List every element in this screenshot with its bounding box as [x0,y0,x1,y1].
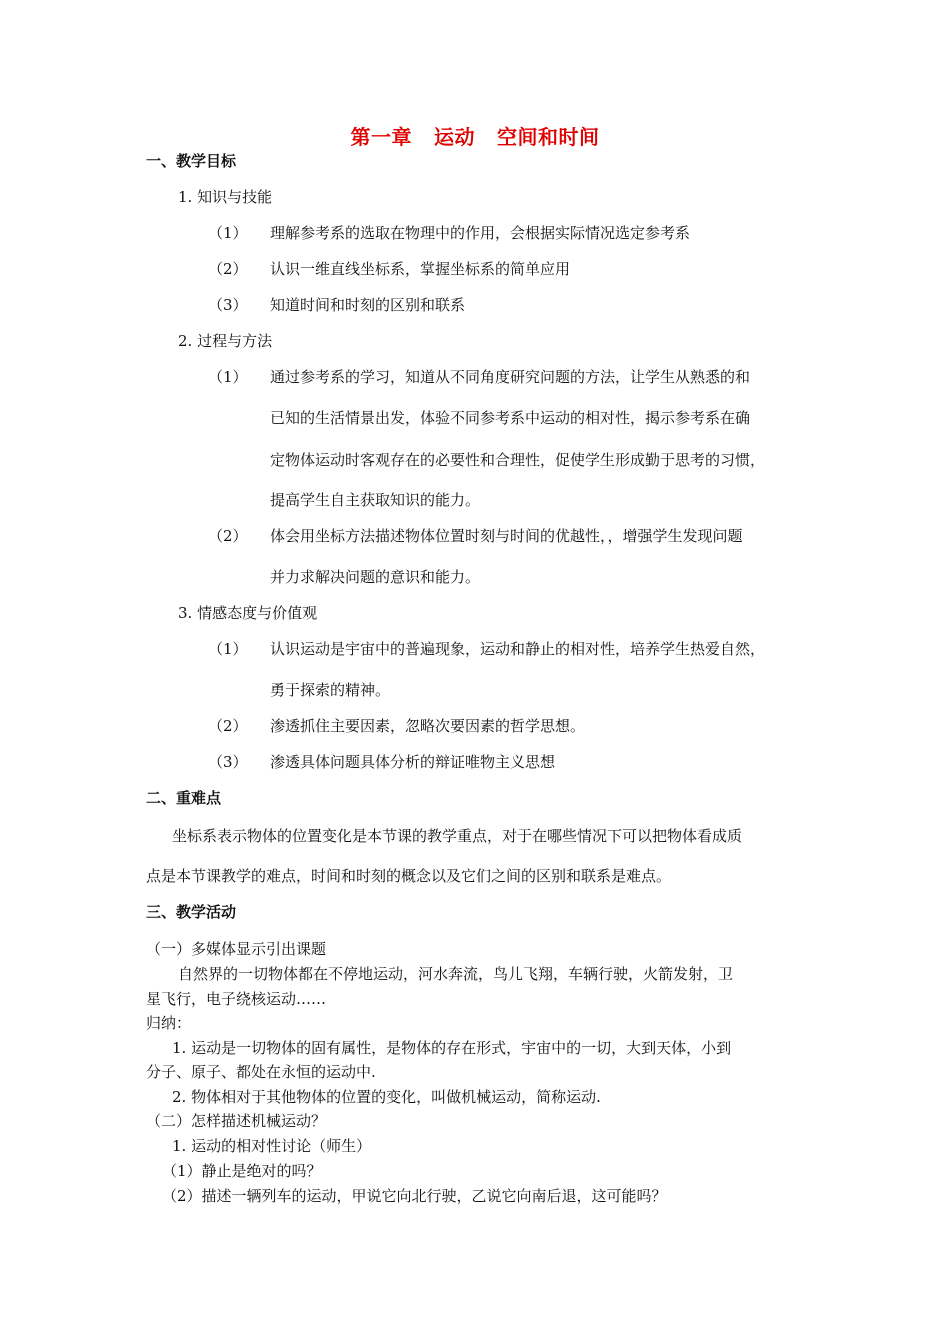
list-item [208,639,765,659]
paragraph-line: 点是本节课教学的难点，时间和时刻的概念以及它们之间的区别和联系是难点。 [146,867,672,885]
list-item [208,259,570,279]
subheading-process-methods: 2. 过程与方法 [178,332,273,350]
list-item [208,223,690,243]
item-text-line: 体会用坐标方法描述物体位置时刻与时间的优越性，，增强学生发现问题 [270,527,743,545]
paragraph-line: 坐标系表示物体的位置变化是本节课的教学重点，对于在哪些情况下可以把物体看成质 [172,827,743,845]
chapter-title [0,124,950,150]
item-text: 渗透具体问题具体分析的辩证唯物主义思想 [270,753,556,771]
activity-heading-describe-motion: （二）怎样描述机械运动？ [146,1112,327,1130]
section-heading-objectives: 一、教学目标 [146,152,237,170]
item-text: 认识一维直线坐标系，掌握坐标系的简单应用 [270,260,571,278]
item-number: （1） [208,368,248,386]
item-text-line: 并力求解决问题的意识和能力。 [270,568,481,586]
paragraph-line: 自然界的一切物体都在不停地运动，河水奔流，鸟儿飞翔，车辆行驶，火箭发射，卫 [178,965,734,983]
list-item [208,526,743,546]
paragraph-line: （1）静止是绝对的吗？ [162,1162,322,1180]
chapter-number: 第一章 [350,125,412,149]
item-number: （2） [208,717,248,735]
subheading-attitudes-values: 3. 情感态度与价值观 [178,604,318,622]
item-text-line: 通过参考系的学习，知道从不同角度研究问题的方法，让学生从熟悉的和 [270,368,751,386]
paragraph-line: 星飞行，电子绕核运动…… [146,990,327,1008]
summary-point-line: 分子、原子、都处在永恒的运动中. [146,1063,376,1081]
item-number: （3） [208,296,248,314]
list-item [208,367,750,387]
item-text-line: 提高学生自主获取知识的能力。 [270,491,481,509]
summary-label: 归纳： [146,1014,192,1032]
subheading-knowledge-skills: 1. 知识与技能 [178,188,273,206]
item-number: （2） [208,527,248,545]
item-text-line: 定物体运动时客观存在的必要性和合理性，促使学生形成勤于思考的习惯， [270,451,766,469]
item-text-line: 认识运动是宇宙中的普遍现象，运动和静止的相对性，培养学生热爱自然， [270,640,766,658]
list-item [208,716,585,736]
list-item [208,752,555,772]
summary-point-line: 2. 物体相对于其他物体的位置的变化，叫做机械运动，简称运动. [172,1088,601,1106]
item-number: （3） [208,753,248,771]
section-heading-activities: 三、教学活动 [146,903,237,921]
item-number: （2） [208,260,248,278]
item-text-line: 已知的生活情景出发，体验不同参考系中运动的相对性，揭示参考系在确 [270,409,751,427]
item-number: （1） [208,640,248,658]
chapter-topic-space-time: 空间和时间 [497,125,600,149]
paragraph-line: 1. 运动的相对性讨论（师生） [172,1137,372,1155]
section-heading-key-points: 二、重难点 [146,789,222,807]
item-text: 渗透抓住主要因素，忽略次要因素的哲学思想。 [270,717,586,735]
chapter-topic-motion: 运动 [434,125,475,149]
item-text-line: 勇于探索的精神。 [270,681,391,699]
list-item [208,295,465,315]
item-text: 知道时间和时刻的区别和联系 [270,296,466,314]
item-text: 理解参考系的选取在物理中的作用，会根据实际情况选定参考系 [270,224,691,242]
summary-point-line: 1. 运动是一切物体的固有属性，是物体的存在形式，宇宙中的一切，大到天体，小到 [172,1039,732,1057]
item-number: （1） [208,224,248,242]
activity-heading-multimedia: （一）多媒体显示引出课题 [146,940,327,958]
paragraph-line: （2）描述一辆列车的运动，甲说它向北行驶，乙说它向南后退，这可能吗？ [162,1187,667,1205]
